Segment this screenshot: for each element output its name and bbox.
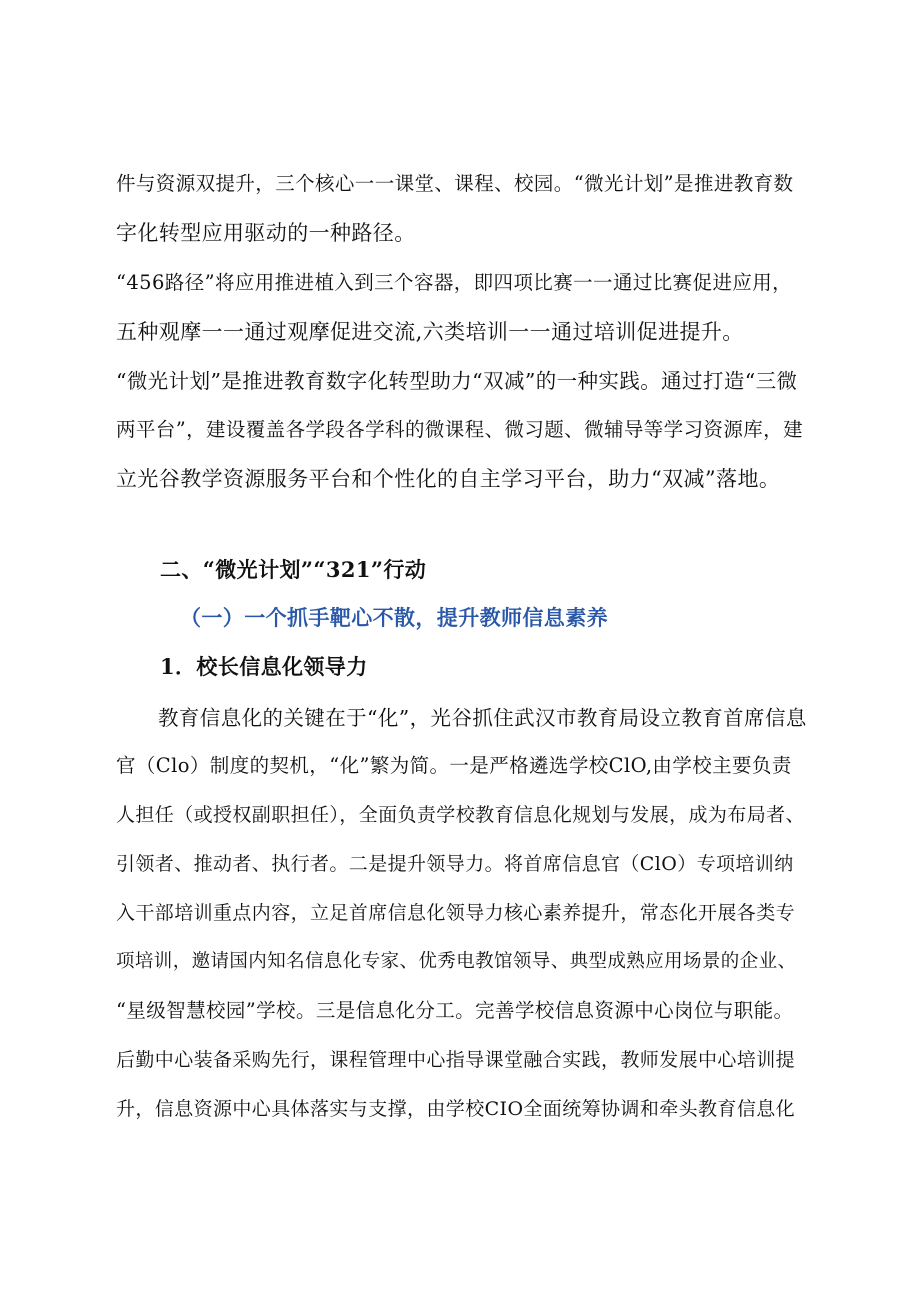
item-heading: 1．校长信息化领导力	[160, 654, 368, 679]
section-heading: 二、“微光计划”“321”行动	[160, 557, 427, 582]
intro-line-5: “微光计划”是推进教育数字化转型助力“双减”的一种实践。通过打造“三微	[116, 369, 798, 393]
body-line-6: 项培训，邀请国内知名信息化专家、优秀电教馆领导、典型成熟应用场景的企业、	[116, 951, 797, 972]
body-line-7: “星级智慧校园”学校。三是信息化分工。完善学校信息资源中心岗位与职能。	[116, 999, 794, 1022]
intro-line-2: 字化转型应用驱动的一种路径。	[116, 221, 416, 245]
body-line-8: 后勤中心装备采购先行，课程管理中心指导课堂融合实践，教师发展中心培训提	[116, 1049, 796, 1071]
body-line-3: 人担任（或授权副职担任），全面负责学校教育信息化规划与发展，成为布局者、	[116, 804, 805, 826]
body-line-5: 入干部培训重点内容，立足首席信息化领导力核心素养提升，常态化开展各类专	[116, 902, 796, 924]
intro-line-3: “456路径”将应用推进植入到三个容器，即四项比赛一一通过比赛促进应用，	[116, 271, 793, 294]
body-line-1: 教育信息化的关键在于“化”，光谷抓住武汉市教育局设立教育首席信息	[158, 706, 807, 730]
body-line-4: 引领者、推动者、执行者。二是提升领导力。将首席信息官（ClO）专项培训纳	[116, 853, 794, 875]
intro-line-4: 五种观摩一一通过观摩促进交流,六类培训一一通过培训促进提升。	[116, 320, 744, 344]
body-line-9: 升，信息资源中心具体落实与支撑，由学校CIO全面统筹协调和牵头教育信息化	[116, 1098, 796, 1120]
intro-line-7: 立光谷教学资源服务平台和个性化的自主学习平台，助力“双减”落地。	[116, 467, 781, 491]
intro-line-1: 件与资源双提升，三个核心一一课堂、课程、校园。“微光计划”是推进教育数	[116, 172, 794, 195]
body-line-2: 官（Clo）制度的契机，“化”繁为简。一是严格遴选学校ClO,由学校主要负责	[116, 754, 792, 777]
intro-line-6: 两平台”，建设覆盖各学段各学科的微课程、微习题、微辅导等学习资源库，建	[116, 418, 803, 441]
subsection-heading: （一）一个抓手靶心不散，提升教师信息素养	[180, 605, 608, 630]
